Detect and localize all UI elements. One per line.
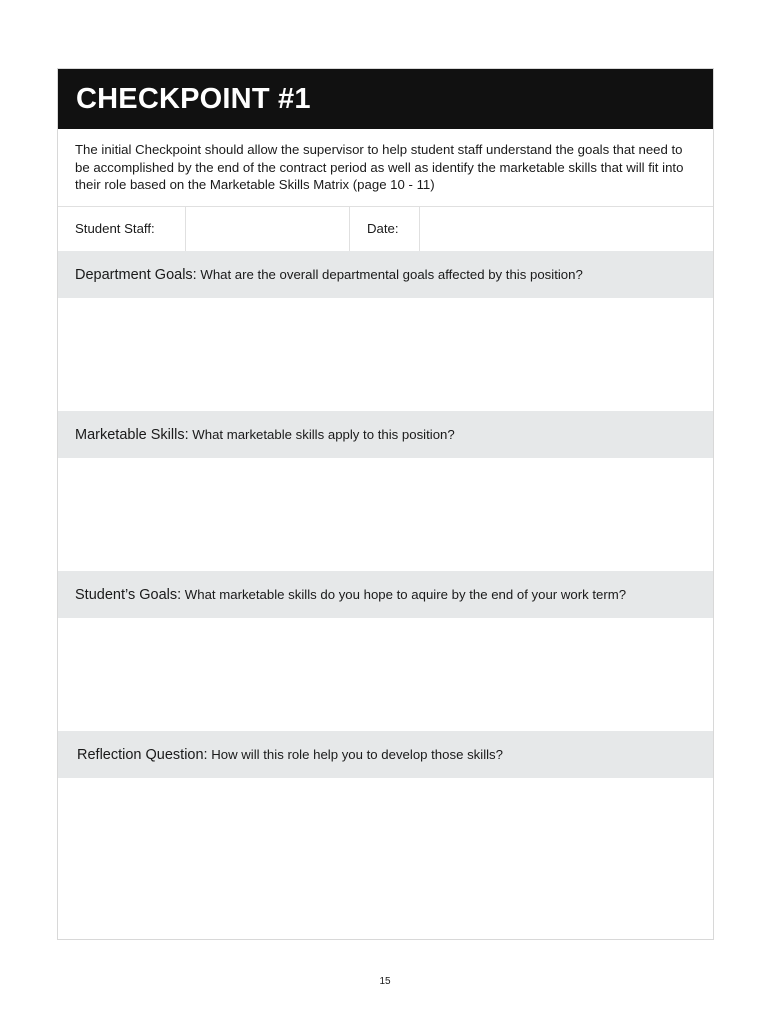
- form-title: CHECKPOINT #1: [58, 69, 713, 129]
- section-lead: Reflection Question:: [77, 747, 208, 763]
- section-question: What marketable skills do you hope to aquire by the end of your work term?: [181, 587, 627, 602]
- section-lead: Department Goals:: [75, 267, 197, 283]
- student-staff-row: [58, 207, 713, 251]
- page-number: 15: [379, 976, 391, 987]
- section-question: What are the overall departmental goals affected by this position?: [196, 267, 583, 282]
- reflection-answer-area[interactable]: [58, 778, 713, 940]
- section-question: What marketable skills apply to this position?: [188, 427, 455, 442]
- section-lead: Marketable Skills:: [75, 427, 189, 443]
- student-staff-field[interactable]: [186, 207, 350, 251]
- section-lead: Student’s Goals:: [75, 587, 182, 603]
- section-header-reflection-question: [58, 731, 713, 778]
- department-goals-answer-area[interactable]: [58, 298, 713, 411]
- section-header-department-goals: [58, 251, 713, 298]
- students-goals-answer-area[interactable]: [58, 618, 713, 731]
- date-field[interactable]: [420, 207, 713, 251]
- date-label: Date:: [350, 207, 420, 251]
- intro-text: The initial Checkpoint should allow the supervisor to help student staff understand the goals that need to be accomplished by the end of the contract period as well as identify the marketable skills that will fit into their role based on the Marketable Skills Matrix (page 10 - 11): [58, 129, 713, 207]
- section-header-marketable-skills: [58, 411, 713, 458]
- section-header-students-goals: [58, 571, 713, 618]
- section-question: How will this role help you to develop those skills?: [207, 747, 503, 762]
- checkpoint-form: [57, 68, 714, 940]
- student-staff-label: Student Staff:: [58, 207, 186, 251]
- marketable-skills-answer-area[interactable]: [58, 458, 713, 571]
